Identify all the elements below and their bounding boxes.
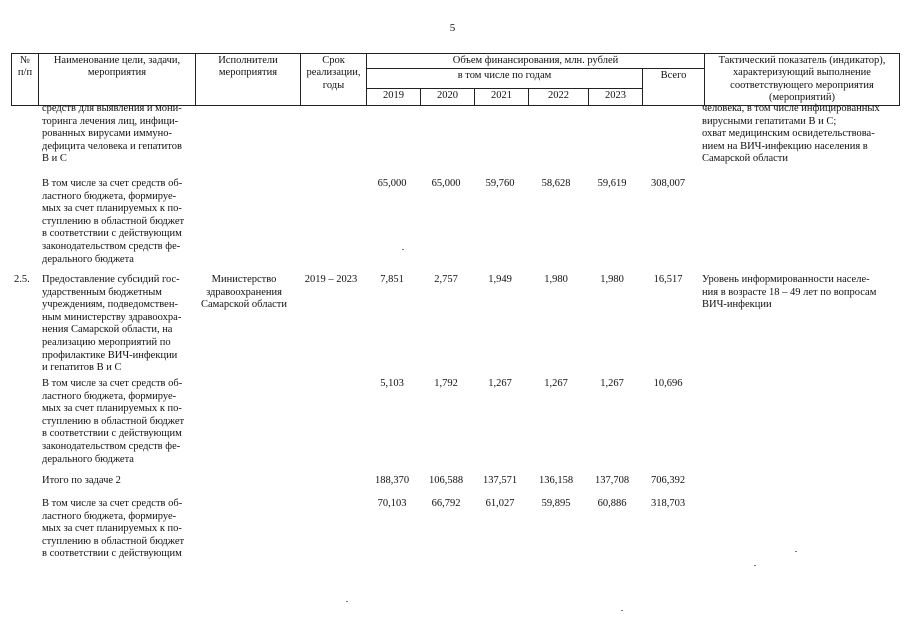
row-year-value: 5,103 xyxy=(380,378,404,389)
row-name-line: мых за счет планируемых к по- xyxy=(42,403,182,415)
row-year-value: 137,708 xyxy=(594,475,630,486)
page-number: 5 xyxy=(449,22,456,34)
row-indicator-line: нием на ВИЧ-инфекцию населения в xyxy=(702,140,868,152)
header-indicator: Тактический показатель (индикатор), характеризующий выполнение соответствующего мероприятия (мероприятий) xyxy=(705,54,900,106)
row-name-line: ударственным бюджетным xyxy=(42,286,162,298)
row-name-line: Итого по задаче 2 xyxy=(42,475,121,486)
row-name-line: средств для выявления и мони- xyxy=(42,103,182,114)
row-total-value: 10,696 xyxy=(653,378,683,389)
row-name-line: ластного бюджета, формируе- xyxy=(42,510,177,522)
row-name-line: дерального бюджета xyxy=(42,453,134,465)
row-name-line: ступлению в областной бюджет xyxy=(42,215,185,227)
row-name-line: ступлению в областной бюджет xyxy=(42,415,185,427)
header-year: 2020 xyxy=(421,88,475,105)
row-name-line: ступлению в областной бюджет xyxy=(42,535,185,547)
row-total-value: 318,703 xyxy=(650,498,686,509)
row-year-value: 66,792 xyxy=(431,498,461,509)
row-name-line: профилактике ВИЧ-инфекции xyxy=(42,349,178,361)
row-indicator-line: вирусными гепатитами В и С; xyxy=(702,115,837,127)
row-total-value: 706,392 xyxy=(650,475,686,486)
row-year-value: 70,103 xyxy=(377,498,407,509)
row-indicator-line: ния в возрасте 18 – 49 лет по вопросам xyxy=(702,286,877,298)
row-name-line: дефицита человека и гепатитов xyxy=(42,140,182,152)
header-year: 2023 xyxy=(589,88,643,105)
row-name-line: учреждениям, подведомствен- xyxy=(42,299,178,311)
row-year-value: 188,370 xyxy=(374,475,410,486)
row-indicator-line: Уровень информированности населе- xyxy=(702,274,870,285)
row-year-value: 1,949 xyxy=(488,274,512,285)
row-name-line: рованных вирусами иммуно- xyxy=(42,128,172,140)
row-name-line: и гепатитов В и С xyxy=(42,362,122,374)
row-total-value: 16,517 xyxy=(653,274,683,285)
row-year-value: 1,980 xyxy=(600,274,624,285)
row-name-line: ластного бюджета, формируе- xyxy=(42,190,177,202)
row-indicator-line: ВИЧ-инфекции xyxy=(702,299,772,311)
header-total: Всего xyxy=(643,69,705,106)
row-name-line: в соответствии с действующим xyxy=(42,428,182,440)
row-name-line: в соответствии с действующим xyxy=(42,548,182,560)
row-year-value: 136,158 xyxy=(538,475,574,486)
row-year-value: 59,619 xyxy=(597,178,627,189)
row-number: 2.5. xyxy=(14,274,30,285)
row-name-line: в соответствии с действующим xyxy=(42,228,182,240)
row-name-line: В том числе за счет средств об- xyxy=(42,498,183,509)
row-year-value: 2,757 xyxy=(434,274,458,285)
row-indicator-line: Самарской области xyxy=(702,153,788,165)
row-name-line: Предоставление субсидий гос- xyxy=(42,274,180,285)
row-name-line: ным министерству здравоохра- xyxy=(42,311,182,323)
row-name-line: дерального бюджета xyxy=(42,253,134,265)
row-indicator-line: человека, в том числе инфицированных xyxy=(702,103,880,114)
row-year-value: 61,027 xyxy=(485,498,515,509)
row-year-value: 60,886 xyxy=(597,498,627,509)
header-term: Срок реализации, годы xyxy=(301,54,367,106)
row-year-value: 1,267 xyxy=(488,378,512,389)
row-year-value: 1,267 xyxy=(600,378,624,389)
row-name-line: мых за счет планируемых к по- xyxy=(42,523,182,535)
row-year-value: 106,588 xyxy=(428,475,464,486)
row-name-line: торинга лечения лиц, инфици- xyxy=(42,115,179,127)
row-executor-line: Самарской области xyxy=(201,299,287,311)
row-name-line: ластного бюджета, формируе- xyxy=(42,390,177,402)
row-executor-line: здравоохранения xyxy=(206,286,282,298)
header-year: 2021 xyxy=(475,88,529,105)
row-term: 2019 – 2023 xyxy=(304,274,358,285)
table-header xyxy=(11,53,900,106)
row-indicator-line: охват медицинским освидетельствова- xyxy=(702,128,875,140)
row-year-value: 7,851 xyxy=(380,274,404,285)
row-year-value: 65,000 xyxy=(377,178,407,189)
row-year-value: 1,267 xyxy=(544,378,568,389)
row-name-line: законодательством средств фе- xyxy=(42,441,181,452)
row-year-value: 1,980 xyxy=(544,274,568,285)
row-name-line: мых за счет планируемых к по- xyxy=(42,203,182,215)
header-year: 2022 xyxy=(529,88,589,105)
row-total-value: 308,007 xyxy=(650,178,686,189)
header-year: 2019 xyxy=(367,88,421,105)
row-year-value: 59,895 xyxy=(541,498,571,509)
row-name-line: В том числе за счет средств об- xyxy=(42,178,183,189)
row-year-value: 137,571 xyxy=(482,475,518,486)
header-num: № п/п xyxy=(12,54,39,106)
row-name-line: В и С xyxy=(42,153,67,165)
row-year-value: 1,792 xyxy=(434,378,458,389)
header-funding: Объем финансирования, млн. рублей xyxy=(367,54,705,69)
header-name: Наименование цели, задачи, мероприятия xyxy=(39,54,196,106)
header-by-years: в том числе по годам xyxy=(367,69,643,89)
row-name-line: В том числе за счет средств об- xyxy=(42,378,183,389)
row-name-line: нения Самарской области, на xyxy=(42,324,173,336)
row-year-value: 59,760 xyxy=(485,178,515,189)
row-year-value: 58,628 xyxy=(541,178,571,189)
row-executor-line: Министерство xyxy=(211,274,277,285)
row-year-value: 65,000 xyxy=(431,178,461,189)
row-name-line: законодательством средств фе- xyxy=(42,241,181,252)
header-executors: Исполнители мероприятия xyxy=(196,54,301,106)
row-name-line: реализацию мероприятий по xyxy=(42,337,171,348)
